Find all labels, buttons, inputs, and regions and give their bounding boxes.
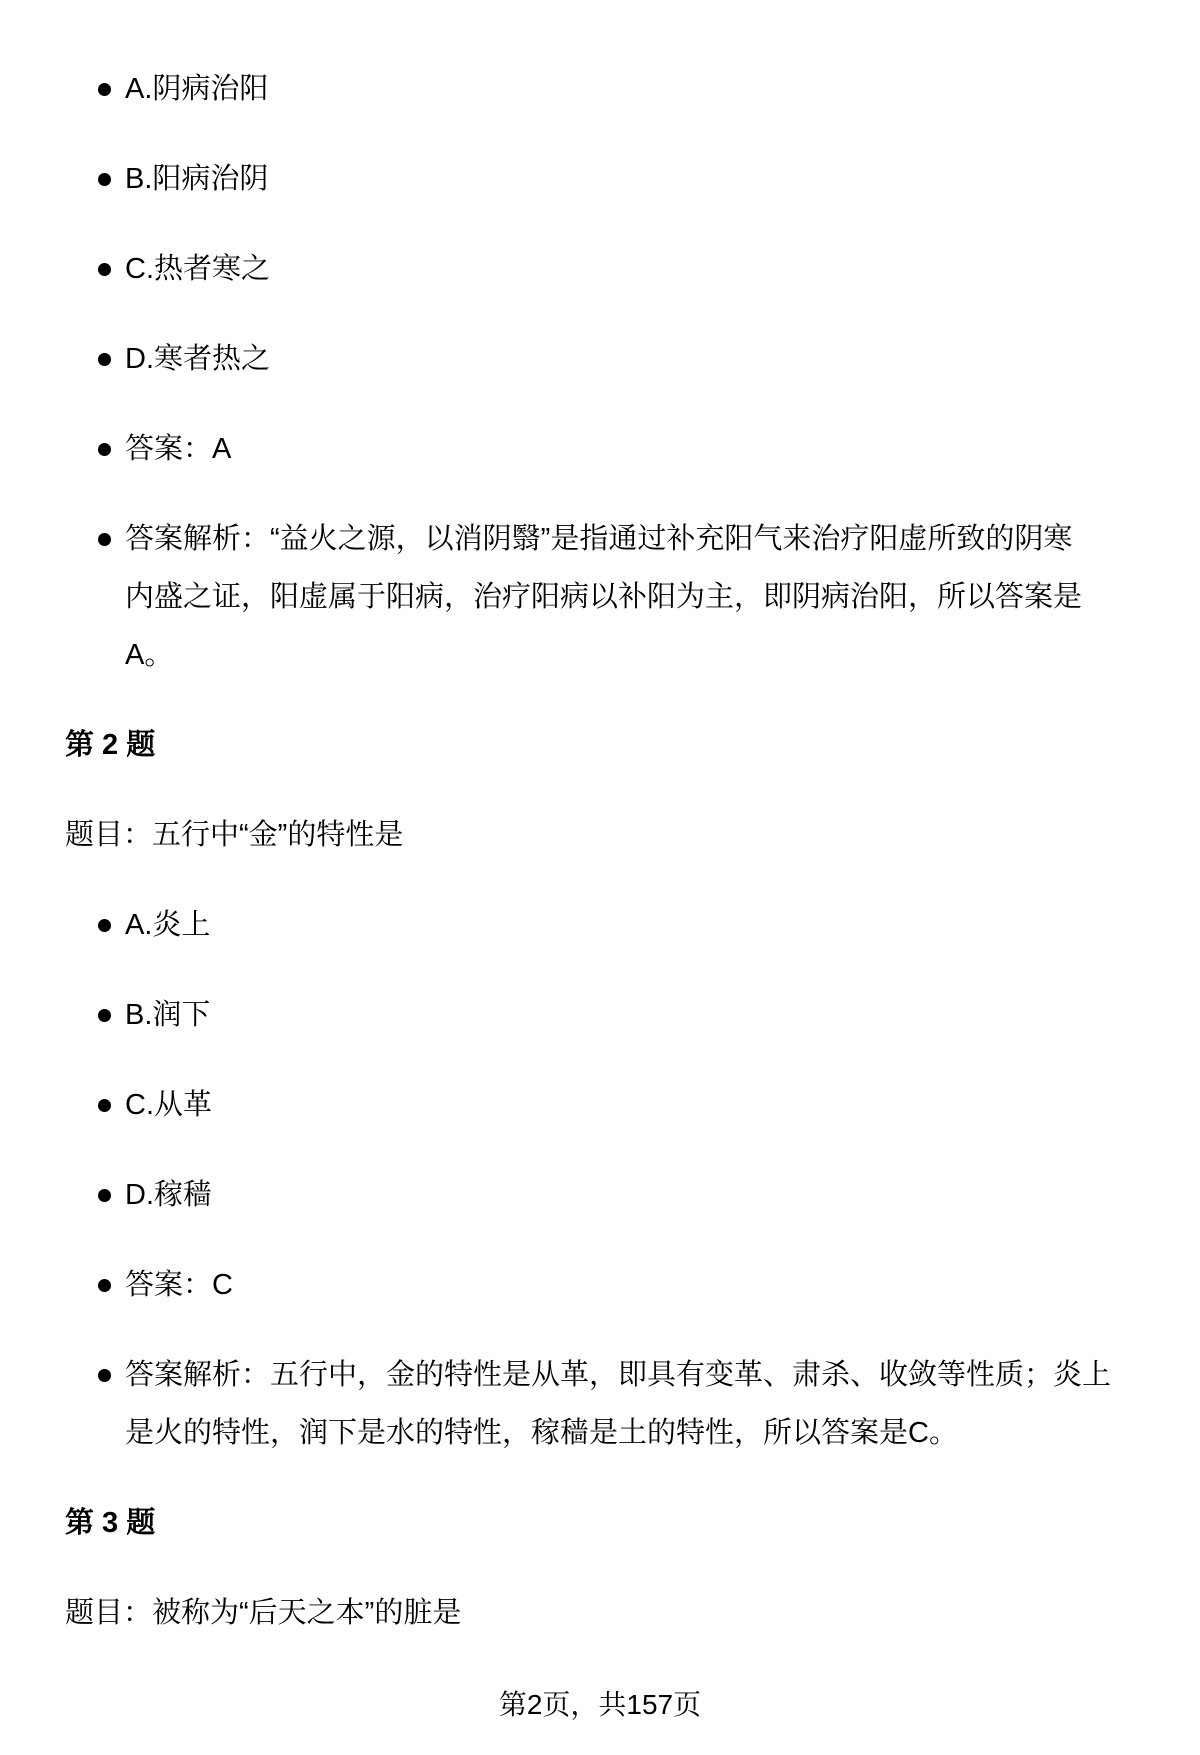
bullet-icon (98, 173, 111, 186)
bullet-icon (98, 1099, 111, 1112)
question-2-heading: 第 2 题 (65, 729, 156, 761)
option-label: A.炎上 (125, 909, 211, 941)
question-1-option-list (65, 60, 1138, 684)
bullet-icon (98, 1189, 111, 1202)
page-footer: 第2页，共157页 (498, 1689, 702, 1720)
question-2-title: 题目：五行中“金”的特性是 (65, 819, 404, 851)
option-item-b (65, 986, 1138, 1044)
option-label: B.润下 (125, 999, 211, 1031)
answer-item (65, 420, 1138, 478)
question-3-title: 题目：被称为“后天之本”的脏是 (65, 1597, 462, 1629)
explanation-line: 内盛之证，阳虚属于阳病，治疗阳病以补阳为主，即阴病治阳，所以答案是 (125, 581, 1083, 613)
option-label: D.寒者热之 (125, 343, 271, 375)
option-item-b (65, 150, 1138, 208)
answer-label: 答案：A (125, 433, 232, 465)
option-label: C.热者寒之 (125, 253, 271, 285)
bullet-icon (98, 443, 111, 456)
explanation-line: 答案解析：“益火之源，以消阴翳”是指通过补充阳气来治疗阳虚所致的阴寒 (125, 523, 1073, 555)
option-item-c (65, 1076, 1138, 1134)
bullet-icon (98, 1009, 111, 1022)
question-2-option-list (65, 896, 1138, 1462)
answer-item (65, 1256, 1138, 1314)
question-3-heading: 第 3 题 (65, 1507, 156, 1539)
option-label: B.阳病治阴 (125, 163, 269, 195)
explanation-line: 是火的特性，润下是水的特性，稼穑是土的特性，所以答案是C。 (125, 1417, 958, 1449)
option-label: A.阴病治阳 (125, 73, 269, 105)
bullet-icon (98, 533, 111, 546)
option-item-a (65, 60, 1138, 118)
explanation-item (65, 510, 1138, 684)
option-item-c (65, 240, 1138, 298)
option-item-d (65, 330, 1138, 388)
answer-label: 答案：C (125, 1269, 233, 1301)
option-item-a (65, 896, 1138, 954)
bullet-icon (98, 83, 111, 96)
explanation-line: A。 (125, 639, 174, 671)
option-label: D.稼穑 (125, 1179, 213, 1211)
bullet-icon (98, 1279, 111, 1292)
explanation-item (65, 1346, 1138, 1462)
bullet-icon (98, 353, 111, 366)
option-item-d (65, 1166, 1138, 1224)
option-label: C.从革 (125, 1089, 213, 1121)
bullet-icon (98, 1369, 111, 1382)
explanation-line: 答案解析：五行中，金的特性是从革，即具有变革、肃杀、收敛等性质；炎上 (125, 1359, 1112, 1391)
bullet-icon (98, 263, 111, 276)
bullet-icon (98, 919, 111, 932)
